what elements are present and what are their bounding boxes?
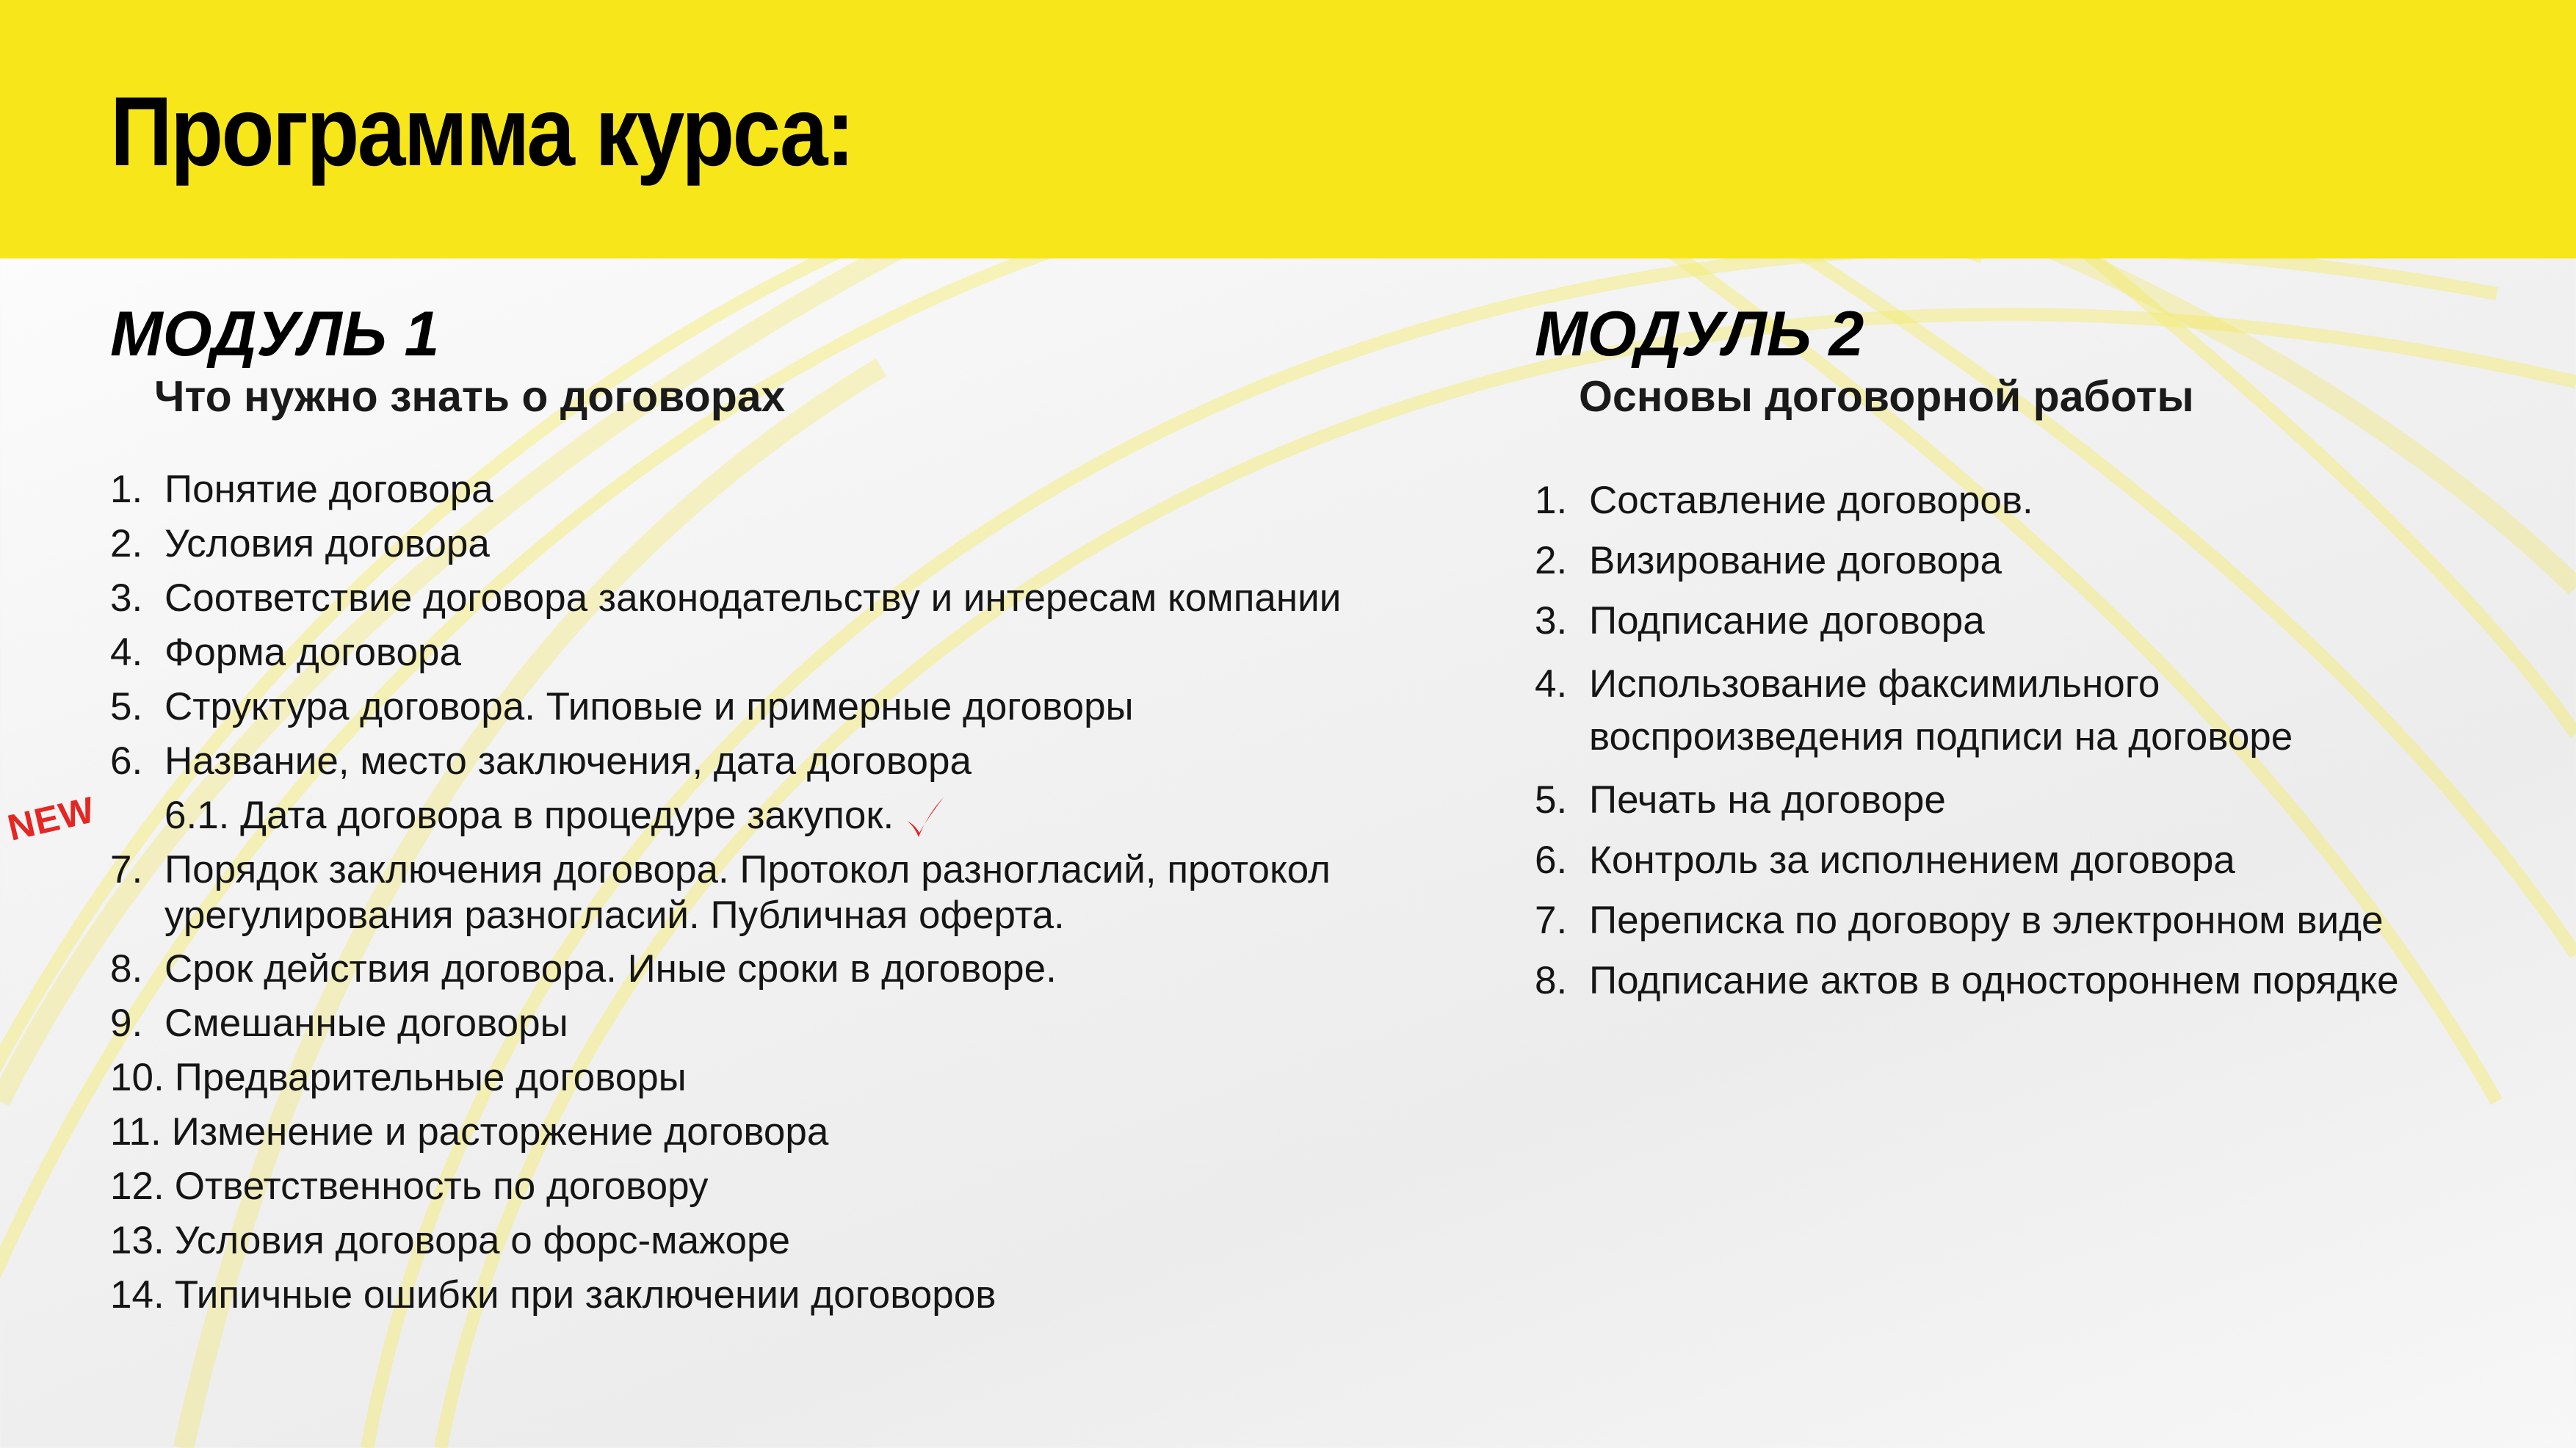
- module-1-topic-list: [4, 466, 1505, 1326]
- new-badge: NEW: [4, 789, 99, 849]
- list-item: [110, 847, 1505, 938]
- item-text: Структура договора. Типовые и примерные договоры: [164, 685, 1134, 728]
- list-item: [1535, 958, 2576, 1004]
- item-text: Подписание договора: [1589, 599, 1985, 642]
- item-text: Условия договора о форс-мажоре: [174, 1219, 790, 1262]
- list-item: [1535, 897, 2576, 944]
- item-number: 1.: [110, 468, 143, 511]
- module-2: [1535, 297, 2399, 1002]
- red-checkmark-icon: [904, 796, 945, 840]
- list-item: [1535, 537, 2576, 584]
- module-2-topic-list: [1535, 477, 2576, 1018]
- item-number: 8.: [110, 947, 143, 991]
- list-item: [110, 684, 1505, 731]
- list-item: [110, 1163, 1505, 1210]
- list-item: [110, 629, 1505, 676]
- item-number: 5.: [110, 685, 143, 728]
- item-number: 5.: [1535, 778, 1568, 822]
- item-text: [1589, 658, 2293, 764]
- list-item: [110, 575, 1505, 622]
- item-number: 2.: [110, 522, 143, 565]
- item-text: Форма договора: [164, 631, 461, 674]
- item-text: Ответственность по договору: [174, 1165, 709, 1208]
- item-text-line: урегулирования разногласий. Публичная оферта.: [164, 894, 1065, 937]
- item-text: Понятие договора: [164, 468, 493, 511]
- module-1-heading: МОДУЛЬ 1: [110, 299, 440, 369]
- list-item: [110, 1054, 1505, 1101]
- list-item: [110, 1000, 1505, 1047]
- list-item: [110, 946, 1505, 993]
- list-item: [110, 738, 1505, 785]
- item-text-line: воспроизведения подписи на договоре: [1589, 715, 2293, 759]
- list-item: [110, 1109, 1505, 1156]
- item-text: Название, место заключения, дата договора: [164, 739, 972, 783]
- item-number: 11.: [110, 1110, 162, 1154]
- item-number: 1.: [1535, 479, 1568, 522]
- item-text: Переписка по договору в электронном виде: [1589, 899, 2384, 942]
- item-text: Срок действия договора. Иные сроки в договоре.: [164, 947, 1057, 991]
- module-1: [4, 297, 1342, 1317]
- item-text: [164, 847, 1331, 938]
- item-number: 6.: [1535, 839, 1568, 882]
- item-number: 4.: [1535, 662, 1568, 706]
- list-item: [1535, 837, 2576, 884]
- item-text: Изменение и расторжение договора: [171, 1110, 829, 1154]
- item-number: 3.: [1535, 599, 1568, 642]
- item-number: 8.: [1535, 959, 1568, 1002]
- item-text: Составление договоров.: [1589, 479, 2033, 522]
- list-item: [110, 1272, 1505, 1319]
- item-text: Визирование договора: [1589, 539, 2002, 582]
- item-text: Контроль за исполнением договора: [1589, 839, 2235, 882]
- item-number: 2.: [1535, 539, 1568, 582]
- list-item: [1535, 477, 2576, 524]
- module-2-subtitle: Основы договорной работы: [1579, 372, 2194, 421]
- item-number: 13.: [110, 1219, 164, 1262]
- item-text-line: Порядок заключения договора. Протокол разногласий, протокол: [164, 848, 1331, 891]
- list-item: [110, 466, 1505, 513]
- item-text: Смешанные договоры: [164, 1002, 568, 1045]
- item-number: 10.: [110, 1056, 164, 1099]
- list-item: [1535, 598, 2576, 645]
- item-text: Предварительные договоры: [174, 1056, 687, 1099]
- item-number: 7.: [110, 848, 143, 891]
- item-number: 9.: [110, 1002, 143, 1045]
- list-item: [110, 521, 1505, 568]
- item-text: Соответствие договора законодательству и интересам компании: [164, 576, 1342, 620]
- list-item-new: [4, 789, 1505, 849]
- item-number: 6.: [110, 739, 143, 783]
- list-item: [1535, 658, 2576, 764]
- page-title: Программа курса:: [110, 77, 853, 187]
- item-number: 3.: [110, 576, 143, 620]
- item-text: Подписание актов в одностороннем порядке: [1589, 959, 2399, 1002]
- item-text: Печать на договоре: [1589, 778, 1946, 822]
- module-1-subtitle: Что нужно знать о договорах: [154, 372, 786, 421]
- item-text: Типичные ошибки при заключении договоров: [174, 1273, 996, 1317]
- module-2-heading: МОДУЛЬ 2: [1535, 299, 1864, 369]
- item-text-line: Использование факсимильного: [1589, 662, 2160, 706]
- list-item: [1535, 777, 2576, 824]
- item-number: 7.: [1535, 899, 1568, 942]
- item-text: 6.1. Дата договора в процедуре закупок.: [164, 794, 894, 837]
- item-text: Условия договора: [164, 522, 490, 565]
- item-number: 14.: [110, 1273, 164, 1317]
- list-item: [110, 1217, 1505, 1264]
- item-number: 4.: [110, 631, 143, 674]
- item-number: 12.: [110, 1165, 164, 1208]
